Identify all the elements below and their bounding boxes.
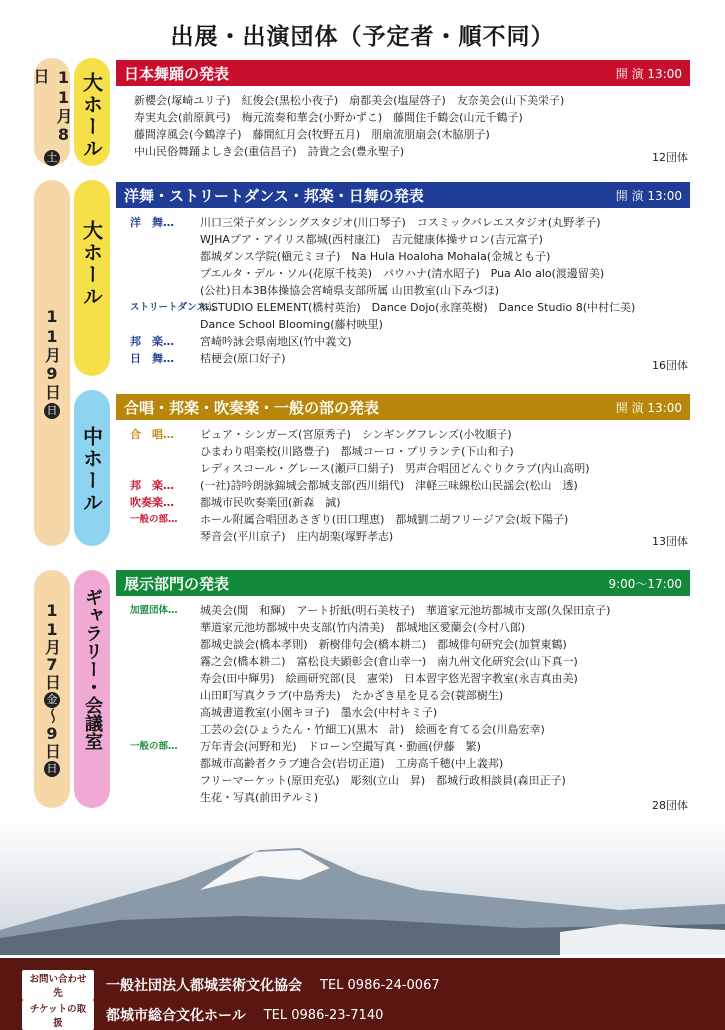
- start-time: 開 演 13:00: [615, 66, 682, 81]
- category-row: [130, 738, 690, 806]
- inquiry-label: お問い合わせ先: [22, 970, 94, 1000]
- entry-line: フリーマーケット(原田充弘) 彫刻(立山 昇) 都城行政相談員(森田正子): [200, 774, 566, 787]
- entry-line: 桔梗会(原口好子): [200, 352, 286, 365]
- start-time: 開 演 13:00: [615, 188, 682, 203]
- group-count: 28団体: [652, 799, 688, 812]
- hall-big-2: [74, 180, 110, 376]
- category-label: 邦 楽…: [130, 479, 174, 492]
- hall-gallery: [74, 570, 110, 808]
- dow-badge: 日: [44, 761, 60, 777]
- entry-line: 生花・写真(前田テルミ): [200, 791, 319, 804]
- dow-badge: 日: [44, 403, 60, 419]
- entry-line: 万年青会(河野和光) ドローン空撮写真・動画(伊藤 繁): [200, 740, 481, 753]
- ticket-tel: TEL 0986-23-7140: [263, 1007, 384, 1023]
- category-label: 吹奏楽…: [130, 496, 174, 509]
- category-label: 加盟団体…: [130, 605, 178, 616]
- entry-line: (公社)日本3B体操協会宮崎県支部所属 山田教室(山下みづほ): [200, 284, 499, 297]
- date-nov9: [34, 180, 70, 546]
- category-row: [130, 426, 690, 477]
- group-count: 13団体: [652, 535, 688, 548]
- date-text: 11月7日: [42, 601, 62, 690]
- section-title: 日本舞踊の発表: [124, 64, 230, 83]
- category-row: [130, 494, 690, 511]
- entry-line: ホール附属合唱団あさぎり(田口理恵) 都城劉二胡フリージア会(坂下陽子): [200, 513, 569, 526]
- section-header: [116, 570, 690, 596]
- group-count: 16団体: [652, 359, 688, 372]
- hall-label: 大ホール: [79, 72, 104, 160]
- hall-mid: [74, 390, 110, 546]
- date-text: 9日: [42, 724, 62, 759]
- section-yobu-street: [116, 182, 690, 372]
- date-sep: 〜: [42, 708, 62, 724]
- entry-line: 都城市民吹奏楽団(新森 誠): [200, 496, 341, 509]
- section-body: [116, 596, 690, 814]
- hall-label: ギャラリー・会議室: [82, 588, 103, 750]
- section-nihon-buyo: [116, 60, 690, 164]
- category-label: ストリートダンス…: [130, 302, 216, 313]
- section-exhibition: [116, 570, 690, 812]
- entry-line: 川口三栄子ダンシングスタジオ(川口琴子) コスミックバレエスタジオ(丸野孝子): [200, 216, 601, 229]
- entry-line: 宮崎吟詠会県南地区(竹中義文): [200, 335, 352, 348]
- category-row: [130, 477, 690, 494]
- entry-line: 都城ダンス学院(槇元ミヨ子) Na Hula Hoaloha Mohala(金城とも子): [200, 250, 551, 263]
- entry-line: 山田町写真クラブ(中島秀夫) たかざき星を見る会(蓑部樹生): [200, 689, 504, 702]
- entry-line: 城美会(閒 和輝) アート折紙(明石美枝子) 華道家元池坊都城市支部(久保田京子): [200, 604, 611, 617]
- opening-hours: 9:00〜17:00: [608, 576, 682, 591]
- page-title: 出展・出演団体（予定者・順不同）: [170, 24, 555, 50]
- ticket-label: チケットの取扱: [22, 1000, 94, 1030]
- ticket-row: [22, 1000, 383, 1030]
- category-row: [130, 299, 690, 333]
- entry-line: 工芸の会(ひょうたん・竹細工)(黒木 計) 絵画を育てる会(川島宏幸): [200, 723, 545, 736]
- entry-line: 寿実丸会(前原眞弓) 梅元流奏和華会(小野かずこ) 藤間住千鶴会(山元千鶴子): [134, 111, 523, 124]
- category-row: [130, 214, 690, 299]
- category-row: [130, 511, 690, 545]
- entry-line: (一社)詩吟朗詠錦城会都城支部(西川絹代) 津軽三味線松山民謡会(松山 透): [200, 479, 578, 492]
- entry-line: 寿会(田中輝男) 絵画研究部(艮 憲栄) 日本習字悠光習字教室(永吉真由美): [200, 672, 578, 685]
- entry-line: 都城市高齢者クラブ連合会(岩切正道) 工房高千穂(中上義邦): [200, 757, 504, 770]
- category-row: [130, 602, 690, 738]
- entry-line: ピュア・シンガーズ(宮原秀子) シンギングフレンズ(小牧順子): [200, 428, 512, 441]
- entry-line: ひまわり唱楽校(川路豊子) 都城コーロ・プリランテ(下山和子): [200, 445, 514, 458]
- entry-line: レディスコール・グレース(瀬戸口絹子) 男声合唱団どんぐりクラブ(内山高明): [200, 462, 590, 475]
- mountain-illustration: [0, 820, 725, 955]
- date-text: 11月9日: [42, 307, 62, 401]
- date-nov7-9: [34, 570, 70, 808]
- category-label: 洋 舞…: [130, 216, 174, 229]
- category-row: [130, 333, 690, 350]
- inquiry-row: [22, 970, 440, 1000]
- category-label: 日 舞…: [130, 352, 174, 365]
- section-body: [116, 86, 690, 166]
- section-header: [116, 394, 690, 420]
- inquiry-tel: TEL 0986-24-0067: [320, 977, 440, 993]
- entry-line: 高城書道教室(小園キヨ子) 墨水会(中村キミ子): [200, 706, 438, 719]
- footer: [0, 958, 725, 1030]
- category-label: 邦 楽…: [130, 335, 174, 348]
- date-nov8: [31, 58, 73, 166]
- date-text: 11月8日: [31, 68, 73, 145]
- inquiry-name: 一般社団法人都城芸術文化協会: [106, 978, 302, 994]
- category-label: 一般の部…: [130, 514, 178, 525]
- category-row: [130, 350, 690, 367]
- section-body: [116, 208, 690, 374]
- dow-badge: 金: [44, 692, 60, 708]
- entry-line: 華道家元池坊都城中央支部(竹内清美) 都城地区愛蘭会(今村八郎): [200, 621, 526, 634]
- entry-line: 琴音会(平川京子) 庄内胡楽(塚野孝志): [200, 530, 394, 543]
- dow-badge: 土: [44, 150, 60, 166]
- section-title: 洋舞・ストリートダンス・邦楽・日舞の発表: [124, 186, 424, 205]
- hall-label: 中ホール: [79, 426, 104, 514]
- section-gassho: [116, 394, 690, 548]
- entry-line: WJHAプア・アイリス都城(西村康江) 吉元健康体操サロン(吉元富子): [200, 233, 543, 246]
- ticket-venue: 都城市総合文化ホール: [106, 1008, 246, 1024]
- entry-line: 藤間淳風会(今鶴淳子) 藤間紅月会(牧野五月) 朋扇流朋扇会(木脇朋子): [134, 128, 490, 141]
- hall-label: 大ホール: [79, 220, 104, 308]
- group-count: 12団体: [652, 151, 688, 164]
- category-label: 合 唱…: [130, 428, 174, 441]
- entry-line: Dance School Blooming(藤村映里): [200, 318, 383, 331]
- section-header: [116, 60, 690, 86]
- entry-line: 中山民俗舞踊よしき会(重信昌子) 詩貴之会(豊永聖子): [134, 145, 405, 158]
- start-time: 開 演 13:00: [615, 400, 682, 415]
- entry-line: 霧之会(橋本耕二) 富松良夫顕彰会(倉山幸一) 南九州文化研究会(山下真一): [200, 655, 578, 668]
- entry-line: 都城史談会(橋本孝則) 新樹俳句会(橋本耕二) 都城俳句研究会(加賀東鶴): [200, 638, 567, 651]
- entry-line: 新櫻会(塚崎ユリ子) 紅俊会(黒松小夜子) 扇都美会(塩屋啓子) 友奈美会(山下美栄子): [134, 94, 565, 107]
- section-body: [116, 420, 690, 550]
- entry-line: ㈱STUDIO ELEMENT(橋村英治) Dance Dojo(永窪英樹) Dance Studio 8(中村仁美): [200, 301, 636, 314]
- category-label: 一般の部…: [130, 741, 178, 752]
- section-header: [116, 182, 690, 208]
- section-title: 合唱・邦楽・吹奏楽・一般の部の発表: [124, 398, 380, 417]
- section-title: 展示部門の発表: [124, 574, 230, 593]
- hall-big-1: [74, 58, 110, 166]
- entry-line: プエルタ・デル・ソル(花原千枝美) パウハナ(清水昭子) Pua Alo alo(渡邊留美): [200, 267, 605, 280]
